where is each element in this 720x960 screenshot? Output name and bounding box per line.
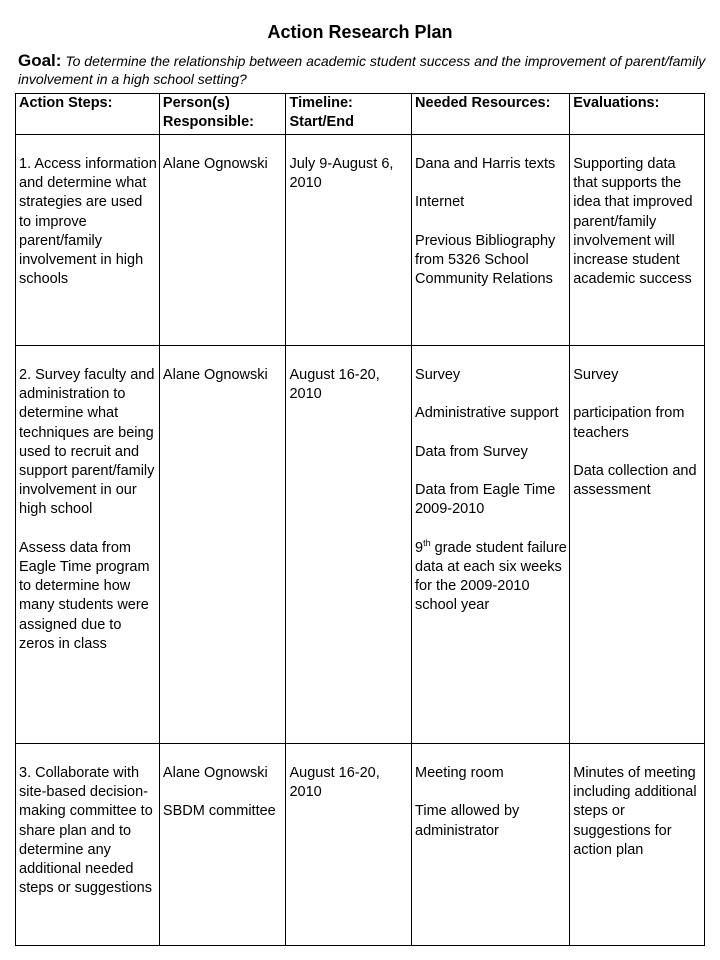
header-timeline: Timeline: Start/End [286,94,412,135]
evaluation-cell: Minutes of meeting including additional steps or suggestions for action plan [570,744,705,946]
timeline-cell: August 16-20, 2010 [286,346,412,744]
action-plan-table [15,93,705,946]
grade-suffix: th [423,537,431,548]
resources-cell [412,346,570,744]
person-cell: Alane Ognowski [159,346,286,744]
page-title: Action Research Plan [267,22,453,42]
goal-text: To determine the relationship between academic student success and the improvement of parent/family involvement in a high school setting? [18,53,706,87]
timeline-cell: August 16-20, 2010 [286,744,412,946]
resource-item: Internet [415,194,465,211]
evaluation-cell: Supporting data that supports the idea that improved parent/family involvement will increase student academic success [570,135,705,346]
header-row [16,94,705,135]
header-action-steps: Action Steps: [16,94,160,135]
resource-item: Meeting room [415,765,504,781]
evaluation-item: participation from teachers [573,405,685,441]
header-persons-responsible: Person(s) Responsible: [159,94,286,135]
step-cell: 1. Access information and determine what strategies are used to improve parent/family involvement in high schools [16,135,160,346]
resource-item: Data from Eagle Time 2009-2010 [415,482,556,518]
step-text: Assess data from Eagle Time program to determine how many students were assigned due to zeros in class [19,539,150,652]
grade-number: 9 [415,539,424,556]
header-needed-resources: Needed Resources: [412,94,570,135]
step-cell: 3. Collaborate with site-based decision-making committee to share plan and to determine any additional needed steps or suggestions [16,744,160,946]
resource-item: Dana and Harris texts [415,156,556,172]
table-row [16,346,705,744]
person-item: Alane Ognowski [162,765,268,781]
evaluation-cell [570,346,705,744]
goal-label: Goal: [18,51,62,70]
evaluation-item: Data collection and assessment [573,462,697,499]
resources-cell [412,744,570,946]
resource-item: Time allowed by administrator [415,803,520,839]
resource-item: Administrative support [415,405,559,422]
step-text: 2. Survey faculty and administration to determine what techniques are being used to recruit and support parent/family involvement in our high school [19,367,155,518]
evaluation-item: Survey [573,367,619,383]
table-row [16,135,705,346]
header-evaluations: Evaluations: [570,94,705,135]
person-cell [159,744,286,946]
resources-cell [412,135,570,346]
resource-item: Survey [415,367,461,383]
goal-statement [18,52,708,88]
table-row [16,744,705,946]
grade-text: grade student failure data at each six weeks for the 2009-2010 school year [415,539,567,614]
person-item: SBDM committee [162,803,276,820]
resource-item: Previous Bibliography from 5326 School Community Relations [415,232,556,288]
resource-item [415,539,567,616]
resource-item: Data from Survey [415,443,528,460]
person-cell: Alane Ognowski [159,135,286,346]
step-cell [16,346,160,744]
timeline-cell: July 9-August 6, 2010 [286,135,412,346]
